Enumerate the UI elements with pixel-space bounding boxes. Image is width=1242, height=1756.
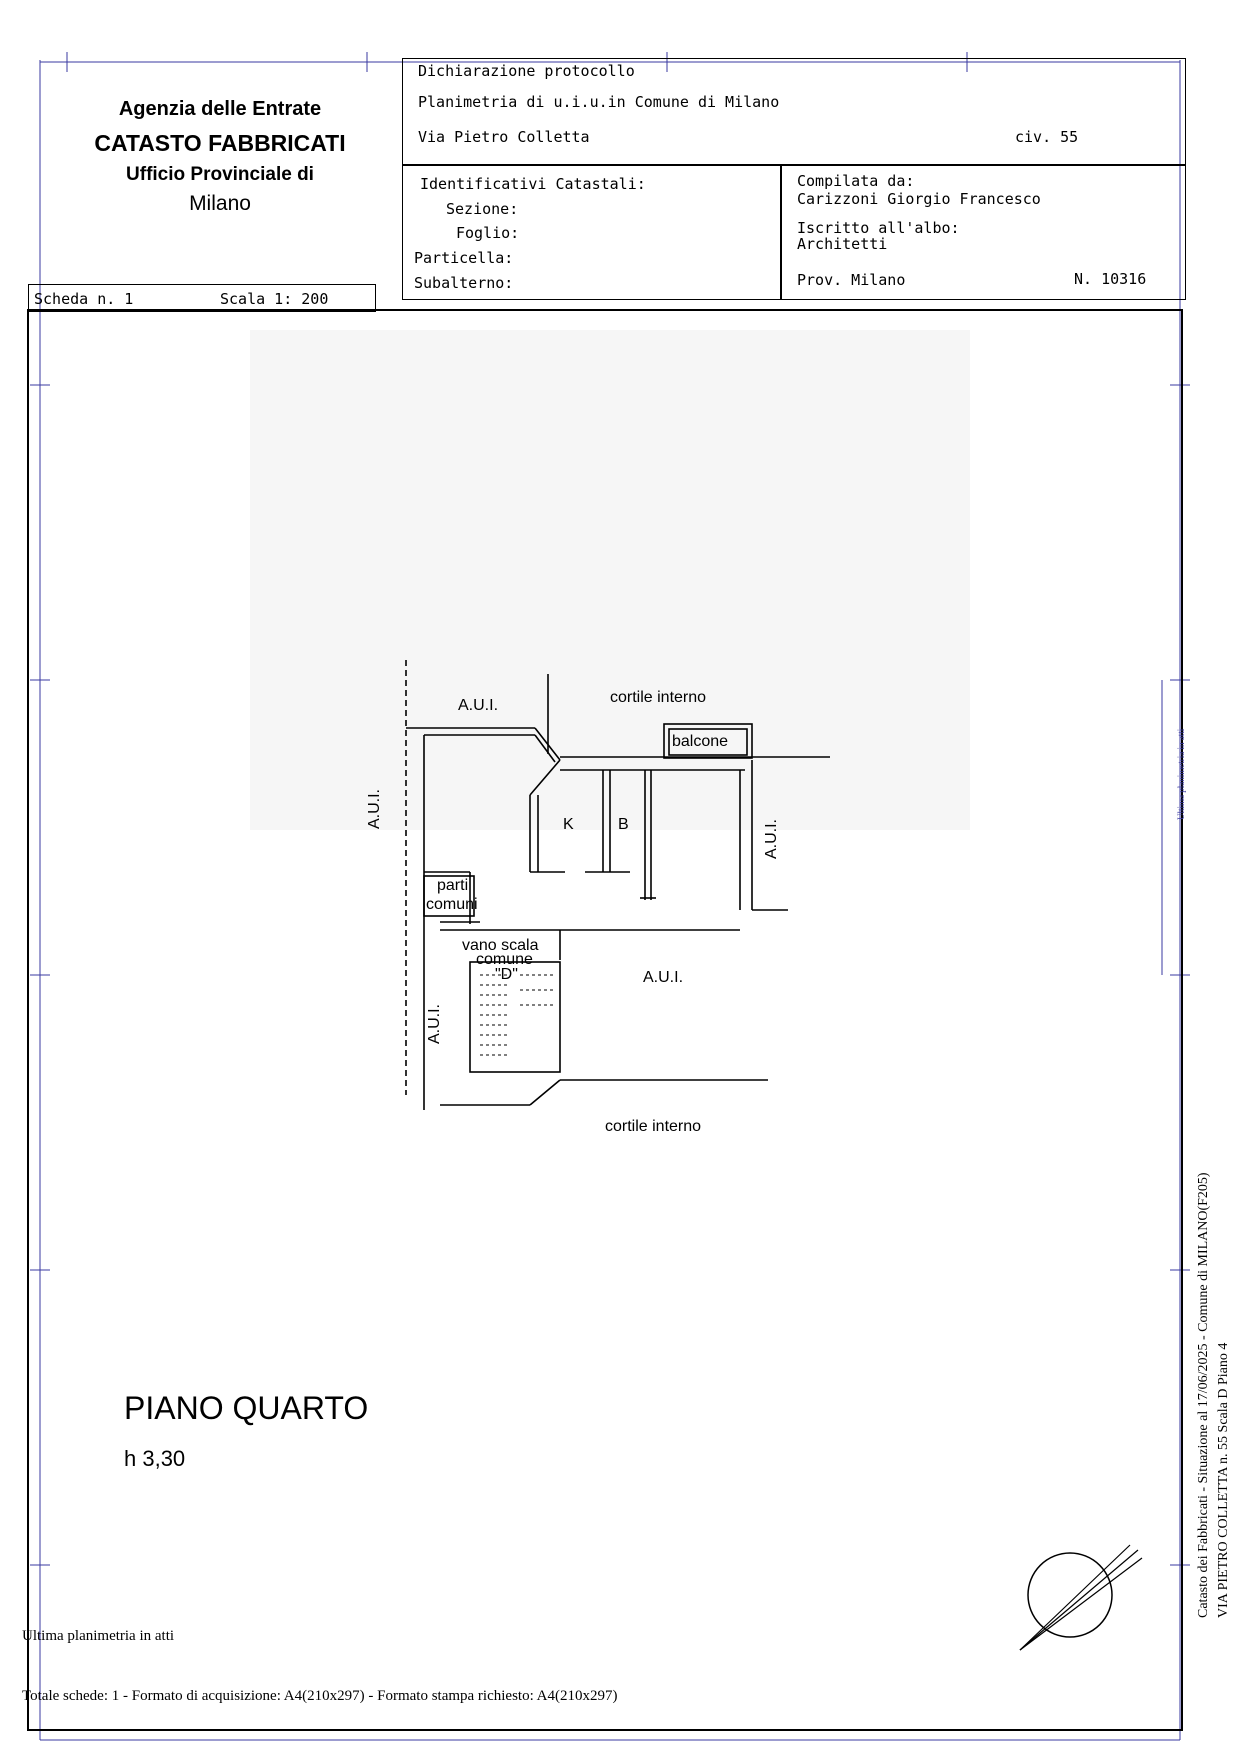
aui-mid-label: A.U.I. bbox=[643, 969, 684, 986]
kitchen-label: K bbox=[563, 816, 574, 833]
compiler-name: Carizzoni Giorgio Francesco bbox=[797, 190, 1041, 208]
province: Prov. Milano bbox=[797, 271, 906, 289]
floor-name: PIANO QUARTO bbox=[124, 1390, 369, 1426]
side-address: VIA PIETRO COLLETTA n. 55 Scala D Piano 4 bbox=[1216, 1342, 1231, 1618]
cortile-bottom-label: cortile interno bbox=[605, 1118, 702, 1135]
comuni-label: comuni bbox=[426, 896, 478, 913]
side-stamp: Ultima planimetria in atti bbox=[1176, 728, 1186, 820]
address: Via Pietro Colletta bbox=[418, 128, 590, 146]
civic-number: civ. 55 bbox=[1015, 128, 1079, 146]
comune-label: comune bbox=[476, 951, 533, 968]
agency-office: Ufficio Provinciale di bbox=[126, 164, 314, 185]
agency-city: Milano bbox=[189, 192, 251, 215]
aui-left-low-label: A.U.I. bbox=[426, 1003, 444, 1045]
totals-note: Totale schede: 1 - Formato di acquisizione: A4(210x297) - Formato stampa richiesto: A4(210x297) bbox=[22, 1688, 618, 1704]
identifiers-title: Identificativi Catastali: bbox=[420, 175, 646, 193]
aui-right-label: A.U.I. bbox=[763, 818, 781, 860]
subalterno-label: Subalterno: bbox=[414, 274, 514, 292]
stair-d-label: "D" bbox=[495, 966, 518, 983]
side-situation: Catasto dei Fabbricati - Situazione al 17/06/2025 - Comune di MILANO(F205) bbox=[1196, 1172, 1211, 1618]
aui-left-label: A.U.I. bbox=[366, 788, 384, 830]
scheda-label: Scheda n. 1 bbox=[34, 290, 134, 308]
register-label: Iscritto all'albo: bbox=[797, 219, 960, 237]
aui-top-label: A.U.I. bbox=[458, 697, 499, 714]
parti-label: parti bbox=[437, 877, 469, 894]
north-arrow-icon bbox=[1010, 1540, 1160, 1660]
floor-height: h 3,30 bbox=[124, 1446, 186, 1471]
vano-scala-label: vano scala bbox=[462, 937, 539, 954]
plan-title: Planimetria di u.i.u.in Comune di Milano bbox=[418, 93, 780, 111]
scala-label: Scala 1: 200 bbox=[220, 290, 329, 308]
last-plan-note: Ultima planimetria in atti bbox=[22, 1628, 175, 1644]
cortile-top-label: cortile interno bbox=[610, 689, 707, 706]
balcone-label: balcone bbox=[672, 733, 729, 750]
register-number: N. 10316 bbox=[1074, 270, 1147, 288]
agency-name: Agenzia delle Entrate bbox=[118, 98, 322, 120]
compiler-label: Compilata da: bbox=[797, 172, 915, 190]
foglio-label: Foglio: bbox=[456, 224, 520, 242]
sezione-label: Sezione: bbox=[446, 200, 519, 218]
agency-department: CATASTO FABBRICATI bbox=[94, 130, 346, 156]
register-value: Architetti bbox=[797, 235, 888, 253]
particella-label: Particella: bbox=[414, 249, 514, 267]
protocol-label: Dichiarazione protocollo bbox=[418, 62, 635, 80]
bathroom-label: B bbox=[618, 816, 629, 833]
